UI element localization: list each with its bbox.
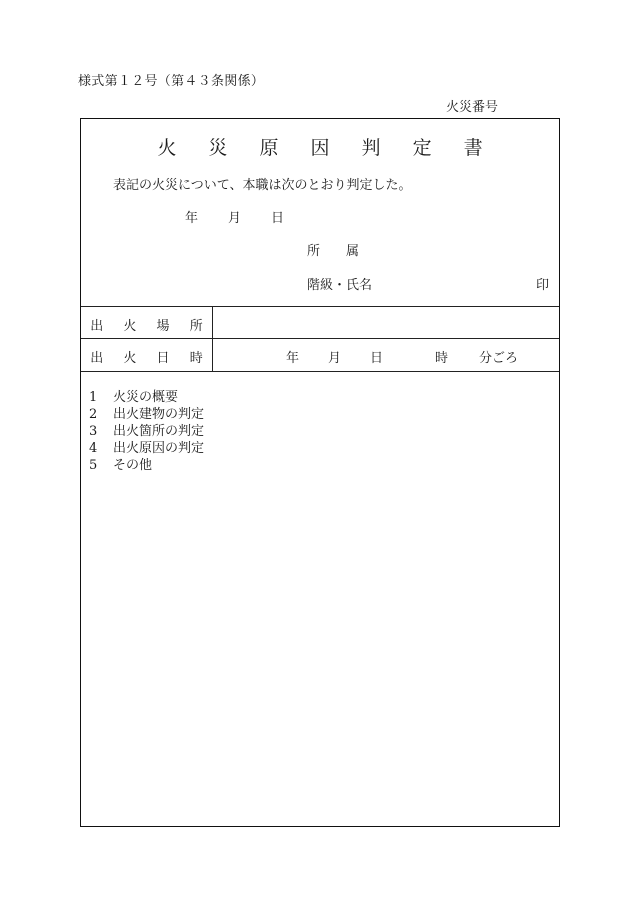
- item-text: 出火建物の判定: [113, 407, 205, 422]
- item-number: 4: [89, 441, 98, 456]
- form-number: 様式第１２号（第４３条関係）: [78, 74, 265, 89]
- item-text: その他: [113, 458, 153, 473]
- fire-datetime-field[interactable]: [212, 347, 559, 365]
- fire-datetime-label: 出 火 日 時: [90, 351, 211, 366]
- item-text: 出火箇所の判定: [113, 424, 205, 439]
- judgment-statement: 表記の火災について、本職は次のとおり判定した。: [113, 178, 412, 193]
- rank-name-label: 階級・氏名: [307, 278, 373, 293]
- item-number: 1: [89, 390, 98, 405]
- date-day-label: 日: [271, 211, 285, 226]
- date-month-label: 月: [228, 211, 242, 226]
- fire-place-label: 出 火 場 所: [90, 319, 211, 334]
- date-year-label: 年: [185, 211, 199, 226]
- seal-mark: 印: [535, 278, 549, 293]
- table-top-border: [81, 306, 559, 307]
- list-item: [89, 423, 204, 440]
- judgment-date: [185, 207, 284, 226]
- judgment-items-list: [89, 389, 204, 474]
- datetime-minute-label: 分ごろ: [479, 351, 519, 366]
- table-bottom-border: [81, 371, 559, 372]
- list-item: [89, 406, 204, 423]
- datetime-hour-label: 時: [435, 351, 449, 366]
- form-title: 火 災 原 因 判 定 書: [157, 137, 496, 159]
- datetime-month-label: 月: [328, 351, 342, 366]
- datetime-year-label: 年: [286, 351, 300, 366]
- item-text: 出火原因の判定: [113, 441, 205, 456]
- item-text: 火災の概要: [113, 390, 179, 405]
- list-item: [89, 389, 204, 406]
- item-number: 5: [89, 458, 98, 473]
- fire-number-label: 火災番号: [446, 100, 499, 115]
- list-item: [89, 440, 204, 457]
- judgment-form-frame: [80, 118, 560, 827]
- fire-place-field[interactable]: [212, 315, 559, 333]
- item-number: 2: [89, 407, 98, 422]
- table-row-divider: [81, 338, 559, 339]
- list-item: [89, 457, 204, 474]
- datetime-day-label: 日: [370, 351, 384, 366]
- affiliation-label: 所 属: [307, 244, 360, 259]
- item-number: 3: [89, 424, 98, 439]
